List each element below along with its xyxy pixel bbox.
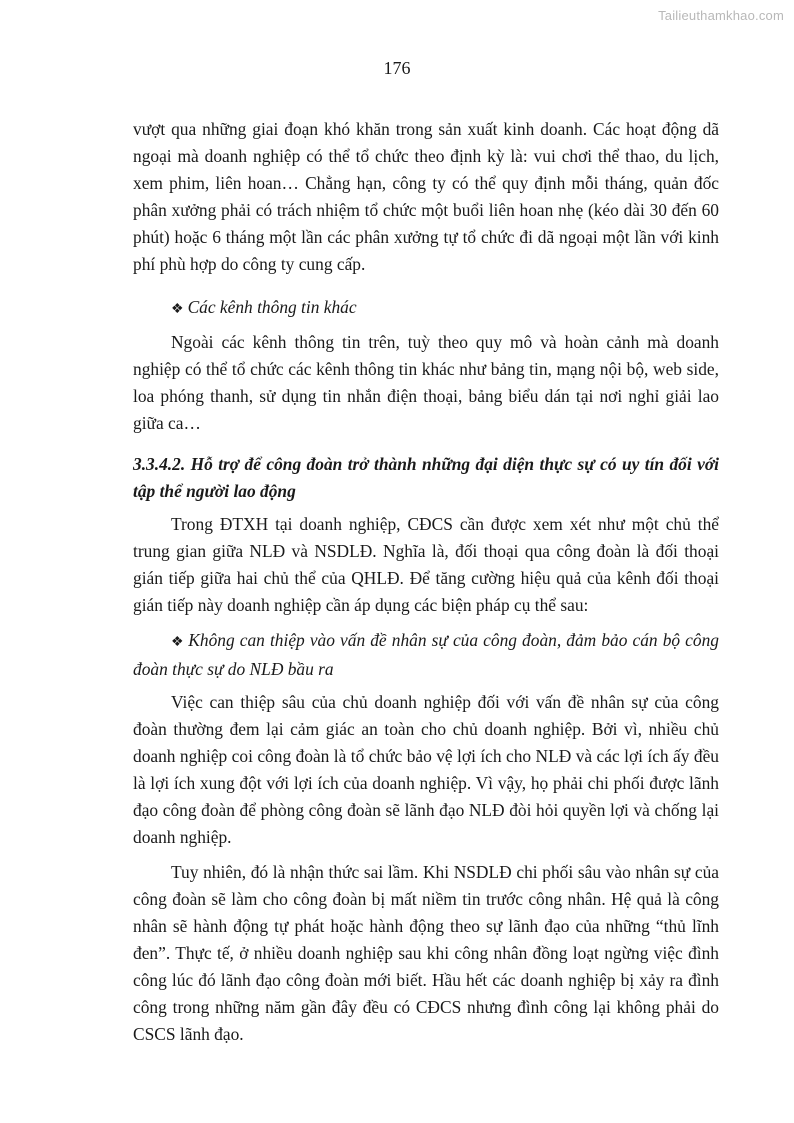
bullet-text: Không can thiệp vào vấn đề nhân sự của công đoàn, đảm bảo cán bộ công đoàn thực sự do NLĐ bầu ra xyxy=(133,630,719,679)
watermark: Tailieuthamkhao.com xyxy=(658,8,784,23)
bullet-heading-no-interference xyxy=(133,627,719,683)
paragraph-4: Việc can thiệp sâu của chủ doanh nghiệp đối với vấn đề nhân sự của công đoàn thường đem lại cảm giác an toàn cho chủ doanh nghiệp. Bởi vì, nhiều chủ doanh nghiệp coi công đoàn là tổ chức bảo vệ lợi ích cho NLĐ và các lợi ích ấy đều là lợi ích xung đột với lợi ích của doanh nghiệp. Vì vậy, họ phải chi phối được lãnh đạo công đoàn để phòng công đoàn sẽ lãnh đạo NLĐ đòi hỏi quyền lợi và chống lại doanh nghiệp. xyxy=(133,692,719,847)
bullet-heading-other-channels xyxy=(133,294,719,323)
paragraph-5: Tuy nhiên, đó là nhận thức sai lầm. Khi NSDLĐ chi phối sâu vào nhân sự của công đoàn sẽ làm cho công đoàn bị mất niềm tin trước công nhân. Hệ quả là công nhân sẽ hành động tự phát hoặc hành động theo sự lãnh đạo của những “thủ lĩnh đen”. Thực tế, ở nhiều doanh nghiệp sau khi công nhân đồng loạt ngừng việc đình công lúc đó lãnh đạo công đoàn mới biết. Hầu hết các doanh nghiệp bị xảy ra đình công trong những năm gần đây đều có CĐCS nhưng đình công lại không phải do CSCS lãnh đạo. xyxy=(133,862,719,1044)
diamond-bullet-icon: ❖ xyxy=(171,302,184,317)
document-body xyxy=(133,116,719,1048)
diamond-bullet-icon: ❖ xyxy=(171,635,185,650)
bullet-text: Các kênh thông tin khác xyxy=(187,297,357,317)
section-heading: 3.3.4.2. Hỗ trợ để công đoàn trở thành những đại diện thực sự có uy tín đối với tập thể người lao động xyxy=(133,454,719,501)
page-number: 176 xyxy=(383,58,411,78)
paragraph-2: Ngoài các kênh thông tin trên, tuỳ theo quy mô và hoàn cảnh mà doanh nghiệp có thể tổ chức các kênh thông tin khác như bảng tin, mạng nội bộ, web side, loa phóng thanh, sử dụng tin nhắn điện thoại, bảng biểu dán tại nơi nghỉ giải lao giữa ca… xyxy=(133,332,719,433)
paragraph-1: vượt qua những giai đoạn khó khăn trong sản xuất kinh doanh. Các hoạt động dã ngoại mà doanh nghiệp có thể tổ chức theo định kỳ là: vui chơi thể thao, du lịch, xem phim, liên hoan… Chẳng hạn, công ty có thể quy định mỗi tháng, quản đốc phân xưởng phải có trách nhiệm tổ chức một buổi liên hoan nhẹ (kéo dài 30 đến 60 phút) hoặc 6 tháng một lần các phân xưởng tự tổ chức đi dã ngoại một lần với kinh phí phù hợp do công ty cung cấp. xyxy=(133,119,719,274)
paragraph-3: Trong ĐTXH tại doanh nghiệp, CĐCS cần được xem xét như một chủ thể trung gian giữa NLĐ và NSDLĐ. Nghĩa là, đối thoại qua công đoàn là đối thoại gián tiếp giữa hai chủ thể của QHLĐ. Để tăng cường hiệu quả của kênh đối thoại gián tiếp này doanh nghiệp cần áp dụng các biện pháp cụ thể sau: xyxy=(133,514,719,615)
